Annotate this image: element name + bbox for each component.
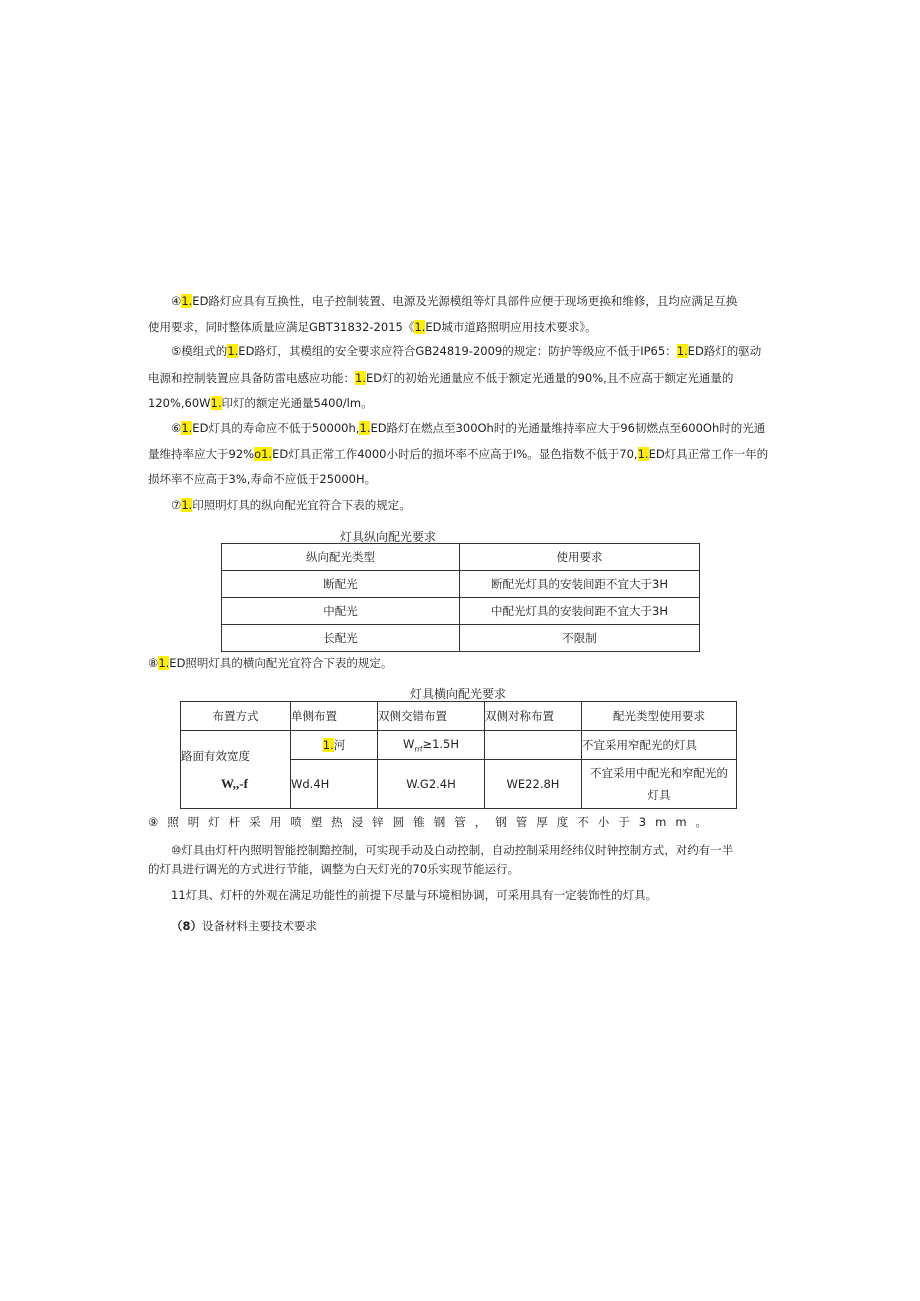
table-header-cell: 使用要求 xyxy=(460,544,700,571)
table-1-caption: 灯具纵向配光要求 xyxy=(340,530,437,544)
highlight-mark: 1. xyxy=(158,656,170,670)
table-cell: 断配光 xyxy=(222,571,460,598)
para-9: ⑨照明灯杆采用喷塑热浸锌圆锥钢管，钢管厚度不小于3mm。 xyxy=(148,815,717,829)
table-cell: WE22.8H xyxy=(485,760,582,809)
table-cell: Wd.4H xyxy=(291,760,378,809)
table-header-cell: 单侧布置 xyxy=(291,702,378,731)
para-6-line-3: 损坏率不应高于3%,寿命不应低于25000H。 xyxy=(148,472,377,486)
highlight-mark: 1. xyxy=(414,320,426,334)
para-8: ⑧1.ED照明灯具的横向配光宜符合下表的规定。 xyxy=(148,656,393,670)
table-2-caption: 灯具横向配光要求 xyxy=(410,687,507,701)
table-header-cell: 纵向配光类型 xyxy=(222,544,460,571)
para-4-line-2: 使用要求，同时整体质量应满足GBT31832-2015《1.ED城市道路照明应用技术要求》。 xyxy=(148,320,597,334)
road-width-label-cell xyxy=(181,731,291,809)
highlight-mark: 1. xyxy=(355,371,366,385)
section-title: 设备材料主要技术要求 xyxy=(202,919,318,933)
highlight-mark: 1. xyxy=(227,344,239,358)
section-number: （8） xyxy=(171,919,203,933)
table-cell: 中配光 xyxy=(222,598,460,625)
table-cell: W.G2.4H xyxy=(378,760,485,809)
para-10-line-1: ⑩灯具由灯杆内照明智能控制黯控制，可实现手动及白动控制，自动控制采用经纬仪时钟控制方式，对约有一半 xyxy=(171,843,734,857)
table-header-row xyxy=(181,702,737,731)
highlight-mark: o1. xyxy=(254,447,273,461)
table-cell xyxy=(485,731,582,760)
para-10-line-2: 的灯具进行调光的方式进行节能，调整为白天灯光的70乐实现节能运行。 xyxy=(148,862,520,876)
section-8-heading xyxy=(171,919,317,933)
para-11: 11灯具、灯杆的外观在满足功能性的前提下尽量与环境相协调，可采用具有一定装饰性的灯具。 xyxy=(171,888,658,902)
table-row xyxy=(222,571,700,598)
road-width-label: 路面有效宽度 xyxy=(181,748,250,763)
table-header-cell: 双侧对称布置 xyxy=(485,702,582,731)
highlight-mark: 1. xyxy=(322,738,334,752)
para-5-line-3: 120%,60W1.印灯的额定光通量5400/lm。 xyxy=(148,396,373,410)
para-4-line-1: ④1.ED路灯应具有互换性，电子控制装置、电源及光源模组等灯具部件应便于现场更换和维修，且均应满足互换 xyxy=(171,294,738,308)
table-header-row xyxy=(222,544,700,571)
table-cell: 长配光 xyxy=(222,625,460,652)
table-cell xyxy=(582,760,737,809)
table-header-cell: 布置方式 xyxy=(181,702,291,731)
requirement-line: 不宜采用中配光和窄配光的 xyxy=(590,766,728,780)
para-5-line-1: ⑤模组式的1.ED路灯，其模组的安全要求应符合GB24819-2009的规定：防护等级应不低于IP65：1.ED路灯的驱动 xyxy=(171,344,762,358)
highlight-mark: 1. xyxy=(181,294,193,308)
table-header-cell: 配光类型使用要求 xyxy=(582,702,737,731)
table-row xyxy=(181,731,737,760)
table-cell: 1.河 xyxy=(291,731,378,760)
table-row xyxy=(222,598,700,625)
road-width-symbol: W,,-f xyxy=(221,775,248,791)
table-row xyxy=(222,625,700,652)
para-6-line-2: 量维持率应大于92%o1.ED灯具正常工作4000小时后的损坏率不应高于I%。显色指数不低于70,1.ED灯具正常工作一年的 xyxy=(148,447,769,461)
table-cell: $W_{rrf}\ge 1.5H$ xyxy=(378,731,485,760)
highlight-mark: 1. xyxy=(359,421,371,435)
requirement-line: 灯具 xyxy=(647,788,671,802)
para-5-line-2: 电源和控制装置应具备防雷电感应功能：1.ED灯的初始光通量应不低于额定光通量的90%,且不应高于额定光通量的 xyxy=(148,371,734,385)
highlight-mark: 1. xyxy=(210,396,222,410)
table-cell: 中配光灯具的安装间距不宜大于3H xyxy=(460,598,700,625)
table-cell: 不宜采用窄配光的灯具 xyxy=(582,731,737,760)
highlight-mark: 1. xyxy=(637,447,649,461)
table-cell: 不限制 xyxy=(460,625,700,652)
highlight-mark: 1. xyxy=(181,421,193,435)
para-6-line-1: ⑥1.ED灯具的寿命应不低于50000h,1.ED路灯在燃点至300Oh时的光通量维持率应大于96韧燃点至600Oh时的光通 xyxy=(171,421,766,435)
highlight-mark: 1. xyxy=(181,498,193,512)
table-header-cell: 双侧交错布置 xyxy=(378,702,485,731)
para-7: ⑦1.印照明灯具的纵向配光宜符合下表的规定。 xyxy=(171,498,411,512)
transverse-light-distribution-table xyxy=(180,701,737,809)
highlight-mark: 1. xyxy=(676,344,688,358)
longitudinal-light-distribution-table xyxy=(221,543,700,652)
table-cell: 断配光灯具的安装间距不宜大于3H xyxy=(460,571,700,598)
